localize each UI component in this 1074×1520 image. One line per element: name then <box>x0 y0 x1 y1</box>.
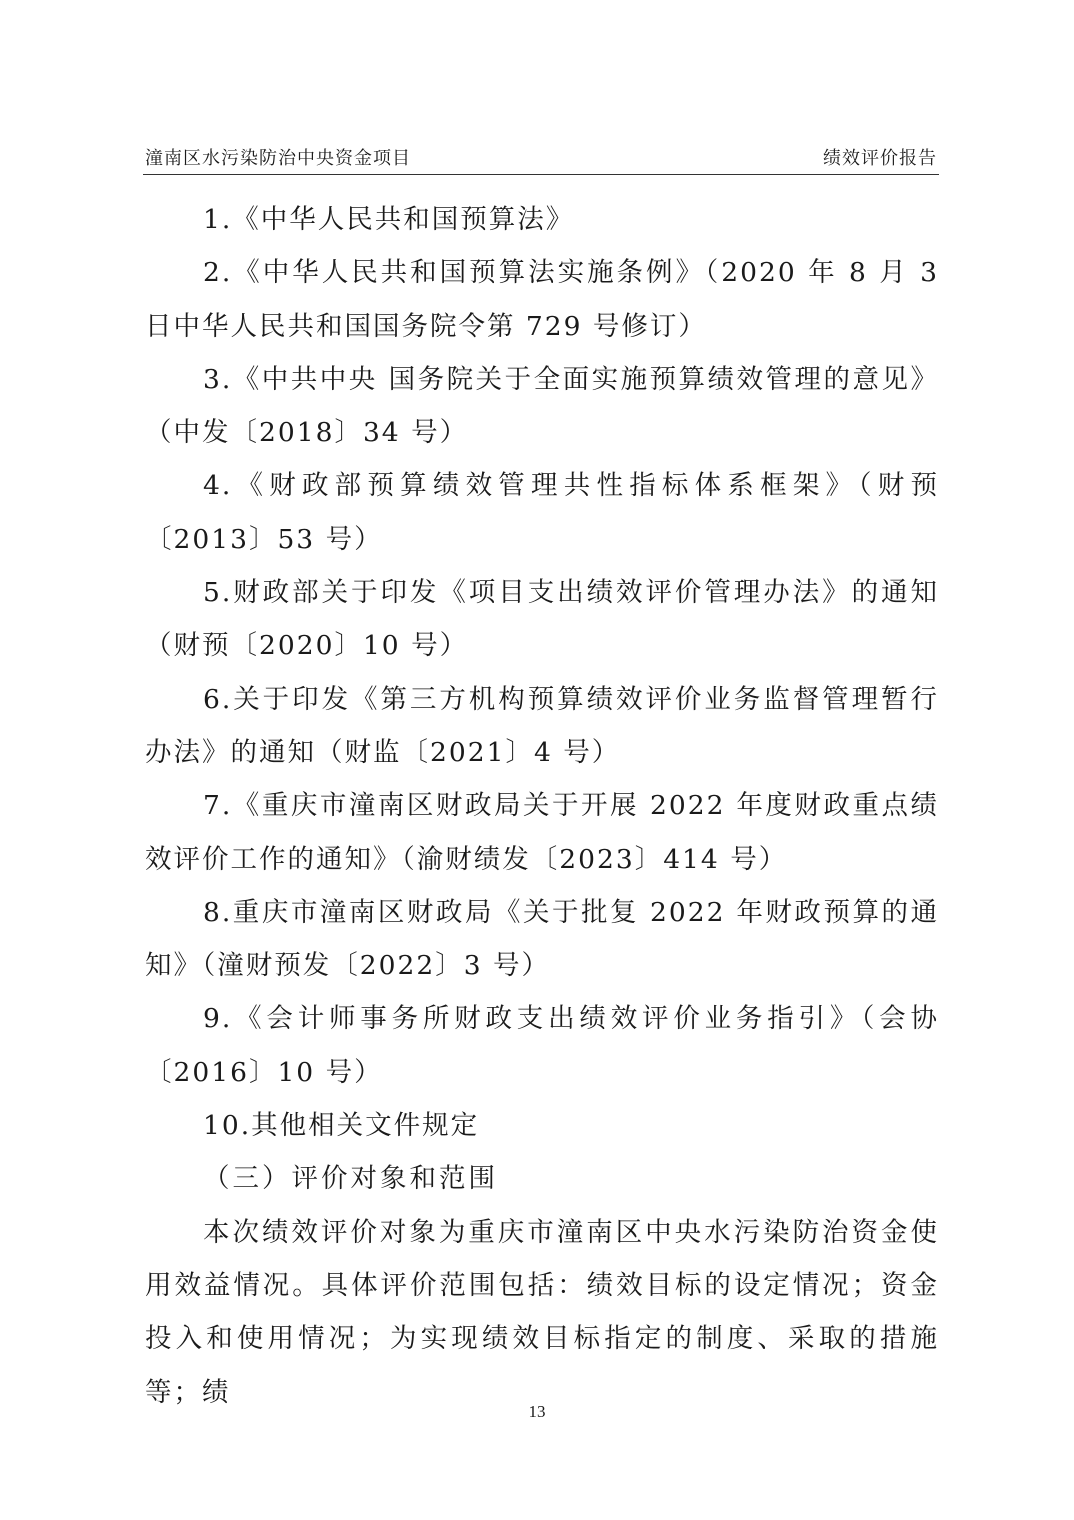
header-project-title: 潼南区水污染防治中央资金项目 <box>145 148 411 169</box>
reference-item-3: 3.《中共中央 国务院关于全面实施预算绩效管理的意见》（中发〔2018〕34 号） <box>145 363 939 449</box>
reference-item-6: 6.关于印发《第三方机构预算绩效评价业务监督管理暂行办法》的通知（财监〔2021〕4 号） <box>145 683 939 768</box>
page-number: 13 <box>528 1402 546 1421</box>
reference-item-8: 8.重庆市潼南区财政局《关于批复 2022 年财政预算的通知》（潼财预发〔2022〕3 号） <box>145 896 939 982</box>
header-report-type: 绩效评价报告 <box>823 148 937 169</box>
reference-item-4: 4.《财政部预算绩效管理共性指标体系框架》（财预〔2013〕53 号） <box>145 470 939 555</box>
section-heading: （三）评价对象和范围 <box>203 1163 498 1195</box>
reference-item-2: 2.《中华人民共和国预算法实施条例》（2020 年 8 月 3 日中华人民共和国国务院令第 729 号修订） <box>145 257 939 342</box>
scope-paragraph: 本次绩效评价对象为重庆市潼南区中央水污染防治资金使用效益情况。具体评价范围包括：绩效目标的设定情况；资金投入和使用情况；为实现绩效目标指定的制度、采取的措施等；绩 <box>145 1216 939 1408</box>
reference-item-7: 7.《重庆市潼南区财政局关于开展 2022 年度财政重点绩效评价工作的通知》（渝财绩发〔2023〕414 号） <box>145 790 939 875</box>
page-header <box>143 148 939 175</box>
document-body <box>145 193 939 1419</box>
reference-item-5: 5.财政部关于印发《项目支出绩效评价管理办法》的通知（财预〔2020〕10 号） <box>145 577 939 662</box>
reference-item-9: 9.《会计师事务所财政支出绩效评价业务指引》（会协〔2016〕10 号） <box>145 1003 939 1088</box>
reference-item-10: 10.其他相关文件规定 <box>203 1110 480 1142</box>
reference-item-1: 1.《中华人民共和国预算法》 <box>203 204 575 235</box>
